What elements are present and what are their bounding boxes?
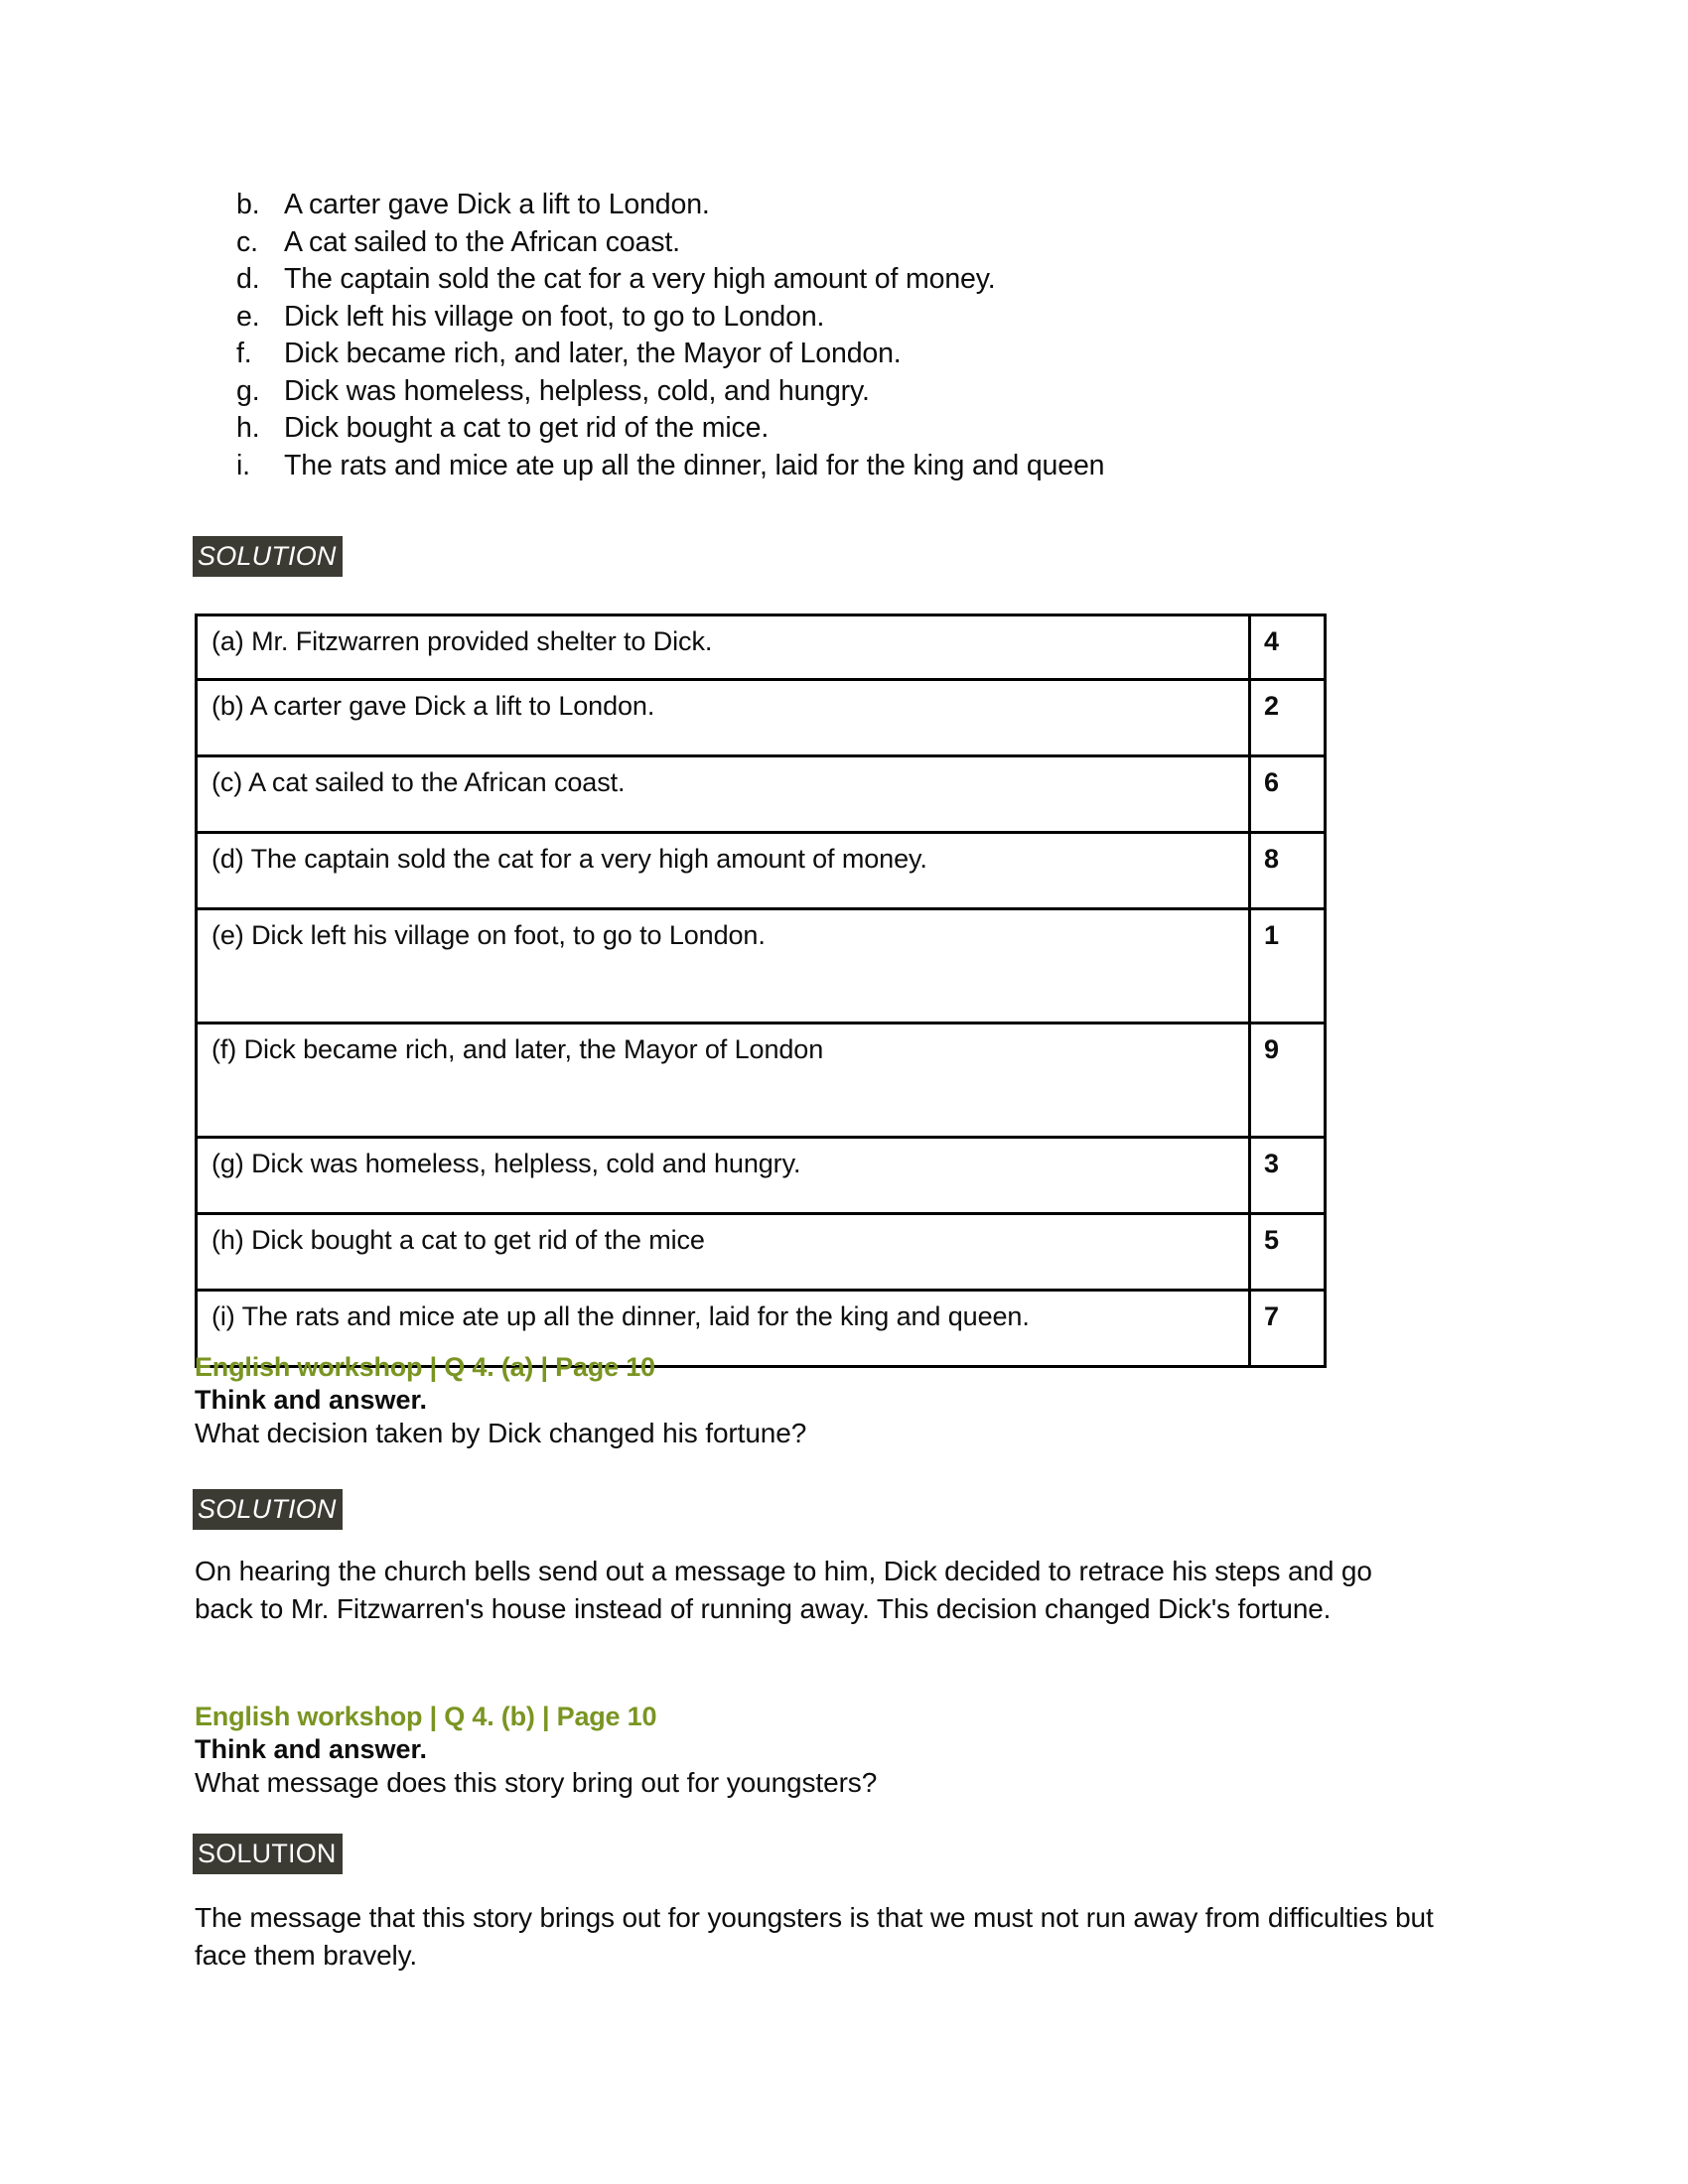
table-cell-order: 5 (1250, 1214, 1326, 1291)
question-text: What decision taken by Dick changed his fortune? (195, 1418, 807, 1448)
list-item-text: Dick left his village on foot, to go to London. (284, 300, 825, 333)
list-item (236, 336, 1388, 373)
list-item-marker: i. (236, 449, 250, 481)
list-item-marker: e. (236, 300, 260, 333)
answer-paragraph: On hearing the church bells send out a message to him, Dick decided to retrace his steps and go back to Mr. Fitzwarren's house instead of running away. This decision changed Dick's fortune. (195, 1556, 1372, 1624)
list-item-marker: d. (236, 263, 260, 295)
list-item-text: The captain sold the cat for a very high amount of money. (284, 263, 996, 295)
table-cell-statement: (b) A carter gave Dick a lift to London. (197, 680, 1250, 756)
question-instruction: Think and answer. (195, 1734, 428, 1764)
table-cell-order: 4 (1250, 615, 1326, 680)
table-cell-statement: (h) Dick bought a cat to get rid of the mice (197, 1214, 1250, 1291)
list-item (236, 373, 1388, 411)
table-row (197, 1024, 1326, 1138)
table-cell-order: 2 (1250, 680, 1326, 756)
table-row (197, 756, 1326, 833)
table-row (197, 615, 1326, 680)
table-cell-order: 9 (1250, 1024, 1326, 1138)
list-item-text: The rats and mice ate up all the dinner, laid for the king and queen (284, 449, 1105, 481)
question-text: What message does this story bring out for youngsters? (195, 1767, 878, 1798)
table-cell-statement: (a) Mr. Fitzwarren provided shelter to Dick. (197, 615, 1250, 680)
list-item (236, 448, 1388, 485)
list-item (236, 187, 1388, 224)
table-row (197, 1214, 1326, 1291)
solution-label: SOLUTION (193, 1489, 343, 1530)
answer-table (195, 614, 1327, 1368)
table-row (197, 833, 1326, 909)
table-cell-statement: (f) Dick became rich, and later, the Mayor of London (197, 1024, 1250, 1138)
question-instruction: Think and answer. (195, 1385, 428, 1415)
table-cell-order: 7 (1250, 1291, 1326, 1367)
table-cell-order: 3 (1250, 1138, 1326, 1214)
list-item-text: Dick bought a cat to get rid of the mice. (284, 412, 770, 444)
list-item (236, 299, 1388, 337)
list-item-text: Dick became rich, and later, the Mayor of London. (284, 338, 902, 369)
table-cell-statement: (i) The rats and mice ate up all the dinner, laid for the king and queen. (197, 1291, 1250, 1367)
solution-label: SOLUTION (193, 1834, 343, 1874)
question-reference-heading: English workshop | Q 4. (b) | Page 10 (195, 1702, 657, 1731)
table-cell-order: 6 (1250, 756, 1326, 833)
table-cell-order: 8 (1250, 833, 1326, 909)
table-row (197, 680, 1326, 756)
list-item (236, 224, 1388, 262)
table-cell-statement: (d) The captain sold the cat for a very high amount of money. (197, 833, 1250, 909)
list-item (236, 410, 1388, 448)
list-item-text: A carter gave Dick a lift to London. (284, 189, 710, 220)
sequence-list (236, 187, 1388, 484)
list-item-marker: b. (236, 189, 260, 220)
list-item-text: A cat sailed to the African coast. (284, 225, 680, 258)
table-cell-statement: (c) A cat sailed to the African coast. (197, 756, 1250, 833)
list-item (236, 261, 1388, 299)
question-reference-heading: English workshop | Q 4. (a) | Page 10 (195, 1352, 655, 1382)
list-item-marker: f. (236, 338, 252, 369)
answer-paragraph: The message that this story brings out for youngsters is that we must not run away from difficulties but face them bravely. (195, 1902, 1434, 1971)
table-cell-order: 1 (1250, 909, 1326, 1024)
list-item-marker: g. (236, 374, 260, 407)
list-item-marker: c. (236, 225, 258, 258)
table-row (197, 909, 1326, 1024)
solution-label: SOLUTION (193, 536, 343, 577)
table-row (197, 1138, 1326, 1214)
table-cell-statement: (g) Dick was homeless, helpless, cold and hungry. (197, 1138, 1250, 1214)
table-cell-statement: (e) Dick left his village on foot, to go to London. (197, 909, 1250, 1024)
list-item-marker: h. (236, 412, 260, 444)
list-item-text: Dick was homeless, helpless, cold, and hungry. (284, 374, 870, 407)
